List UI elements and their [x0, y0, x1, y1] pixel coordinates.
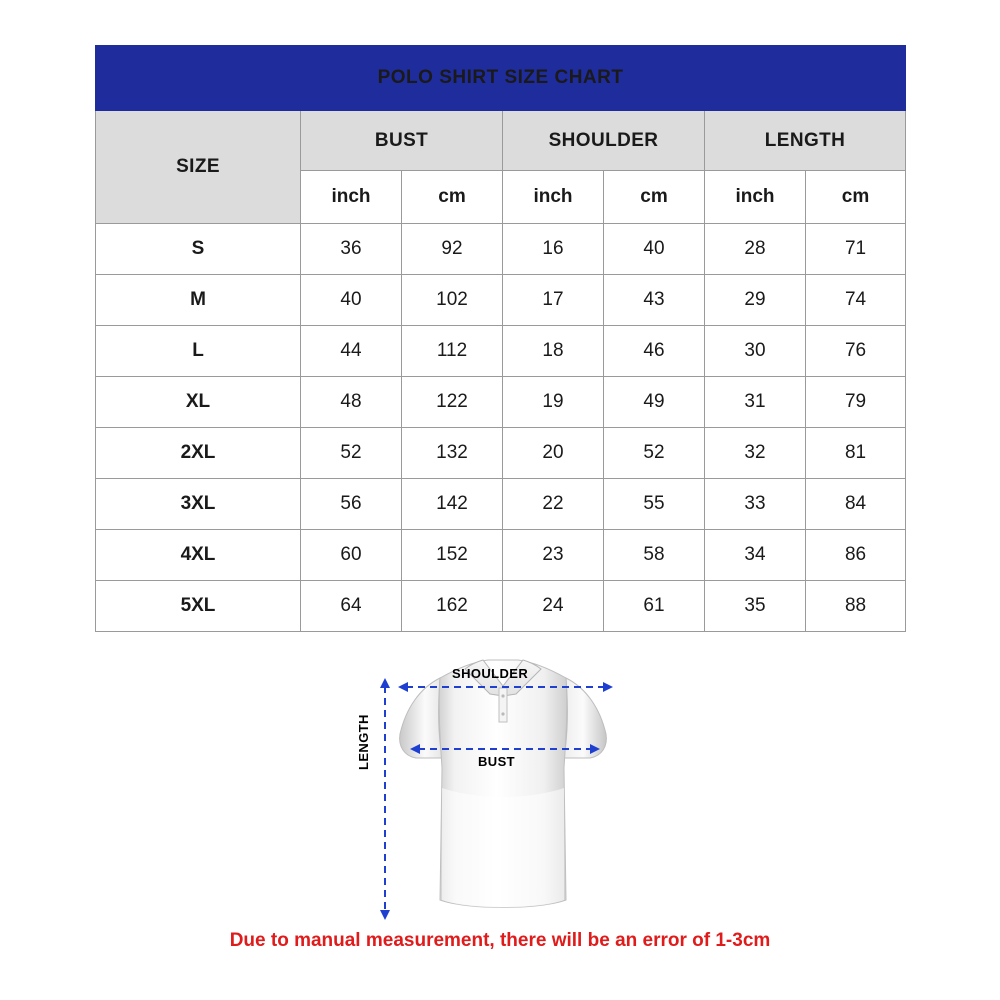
- table-row: [96, 428, 906, 479]
- cell-length-cm: 88: [806, 581, 906, 632]
- cell-length-cm: 84: [806, 479, 906, 530]
- table-row: [96, 581, 906, 632]
- cell-shoulder-cm: 46: [604, 326, 705, 377]
- cell-bust-inch: 40: [301, 275, 402, 326]
- cell-bust-cm: 152: [402, 530, 503, 581]
- cell-bust-inch: 64: [301, 581, 402, 632]
- cell-shoulder-inch: 19: [503, 377, 604, 428]
- cell-size: 2XL: [96, 428, 301, 479]
- unit-length-inch: inch: [705, 171, 806, 224]
- length-measure-arrow: [378, 678, 392, 920]
- measurement-note: Due to manual measurement, there will be an error of 1-3cm: [229, 930, 771, 951]
- size-chart-table: [95, 45, 906, 632]
- cell-shoulder-cm: 61: [604, 581, 705, 632]
- table-group-header-row: [96, 111, 906, 171]
- cell-size: S: [96, 224, 301, 275]
- cell-bust-cm: 122: [402, 377, 503, 428]
- cell-shoulder-inch: 22: [503, 479, 604, 530]
- cell-shoulder-cm: 52: [604, 428, 705, 479]
- cell-length-cm: 71: [806, 224, 906, 275]
- size-chart-container: [95, 45, 905, 632]
- cell-shoulder-cm: 49: [604, 377, 705, 428]
- cell-length-inch: 33: [705, 479, 806, 530]
- cell-shoulder-inch: 20: [503, 428, 604, 479]
- cell-shoulder-inch: 18: [503, 326, 604, 377]
- cell-bust-inch: 36: [301, 224, 402, 275]
- unit-shoulder-inch: inch: [503, 171, 604, 224]
- cell-size: 5XL: [96, 581, 301, 632]
- cell-length-cm: 76: [806, 326, 906, 377]
- cell-shoulder-cm: 43: [604, 275, 705, 326]
- cell-shoulder-inch: 17: [503, 275, 604, 326]
- cell-bust-cm: 92: [402, 224, 503, 275]
- cell-size: 4XL: [96, 530, 301, 581]
- cell-bust-cm: 132: [402, 428, 503, 479]
- cell-bust-cm: 142: [402, 479, 503, 530]
- unit-bust-cm: cm: [402, 171, 503, 224]
- table-row: [96, 224, 906, 275]
- cell-size: M: [96, 275, 301, 326]
- cell-length-cm: 86: [806, 530, 906, 581]
- cell-length-cm: 74: [806, 275, 906, 326]
- table-row: [96, 377, 906, 428]
- cell-size: 3XL: [96, 479, 301, 530]
- cell-length-cm: 81: [806, 428, 906, 479]
- cell-shoulder-cm: 40: [604, 224, 705, 275]
- cell-length-inch: 32: [705, 428, 806, 479]
- table-row: [96, 326, 906, 377]
- column-header-bust: BUST: [301, 111, 503, 171]
- cell-bust-cm: 112: [402, 326, 503, 377]
- label-bust: BUST: [478, 754, 515, 769]
- unit-bust-inch: inch: [301, 171, 402, 224]
- cell-shoulder-inch: 24: [503, 581, 604, 632]
- cell-length-inch: 31: [705, 377, 806, 428]
- shoulder-measure-arrow: [398, 680, 613, 694]
- label-length: LENGTH: [356, 714, 371, 770]
- cell-bust-cm: 102: [402, 275, 503, 326]
- cell-length-inch: 28: [705, 224, 806, 275]
- cell-length-inch: 35: [705, 581, 806, 632]
- column-header-length: LENGTH: [705, 111, 906, 171]
- cell-shoulder-cm: 58: [604, 530, 705, 581]
- cell-length-cm: 79: [806, 377, 906, 428]
- cell-size: XL: [96, 377, 301, 428]
- table-row: [96, 275, 906, 326]
- table-title-row: [96, 46, 906, 111]
- unit-shoulder-cm: cm: [604, 171, 705, 224]
- table-row: [96, 530, 906, 581]
- table-row: [96, 479, 906, 530]
- cell-bust-inch: 60: [301, 530, 402, 581]
- cell-bust-inch: 52: [301, 428, 402, 479]
- column-header-shoulder: SHOULDER: [503, 111, 705, 171]
- page-title: POLO SHIRT SIZE CHART: [96, 46, 906, 111]
- cell-shoulder-cm: 55: [604, 479, 705, 530]
- cell-bust-inch: 48: [301, 377, 402, 428]
- cell-size: L: [96, 326, 301, 377]
- measurement-diagram: [340, 630, 670, 920]
- cell-bust-cm: 162: [402, 581, 503, 632]
- cell-bust-inch: 44: [301, 326, 402, 377]
- cell-bust-inch: 56: [301, 479, 402, 530]
- cell-length-inch: 29: [705, 275, 806, 326]
- label-shoulder: SHOULDER: [452, 666, 529, 681]
- column-header-size: SIZE: [96, 111, 301, 224]
- cell-length-inch: 34: [705, 530, 806, 581]
- cell-shoulder-inch: 16: [503, 224, 604, 275]
- cell-shoulder-inch: 23: [503, 530, 604, 581]
- unit-length-cm: cm: [806, 171, 906, 224]
- cell-length-inch: 30: [705, 326, 806, 377]
